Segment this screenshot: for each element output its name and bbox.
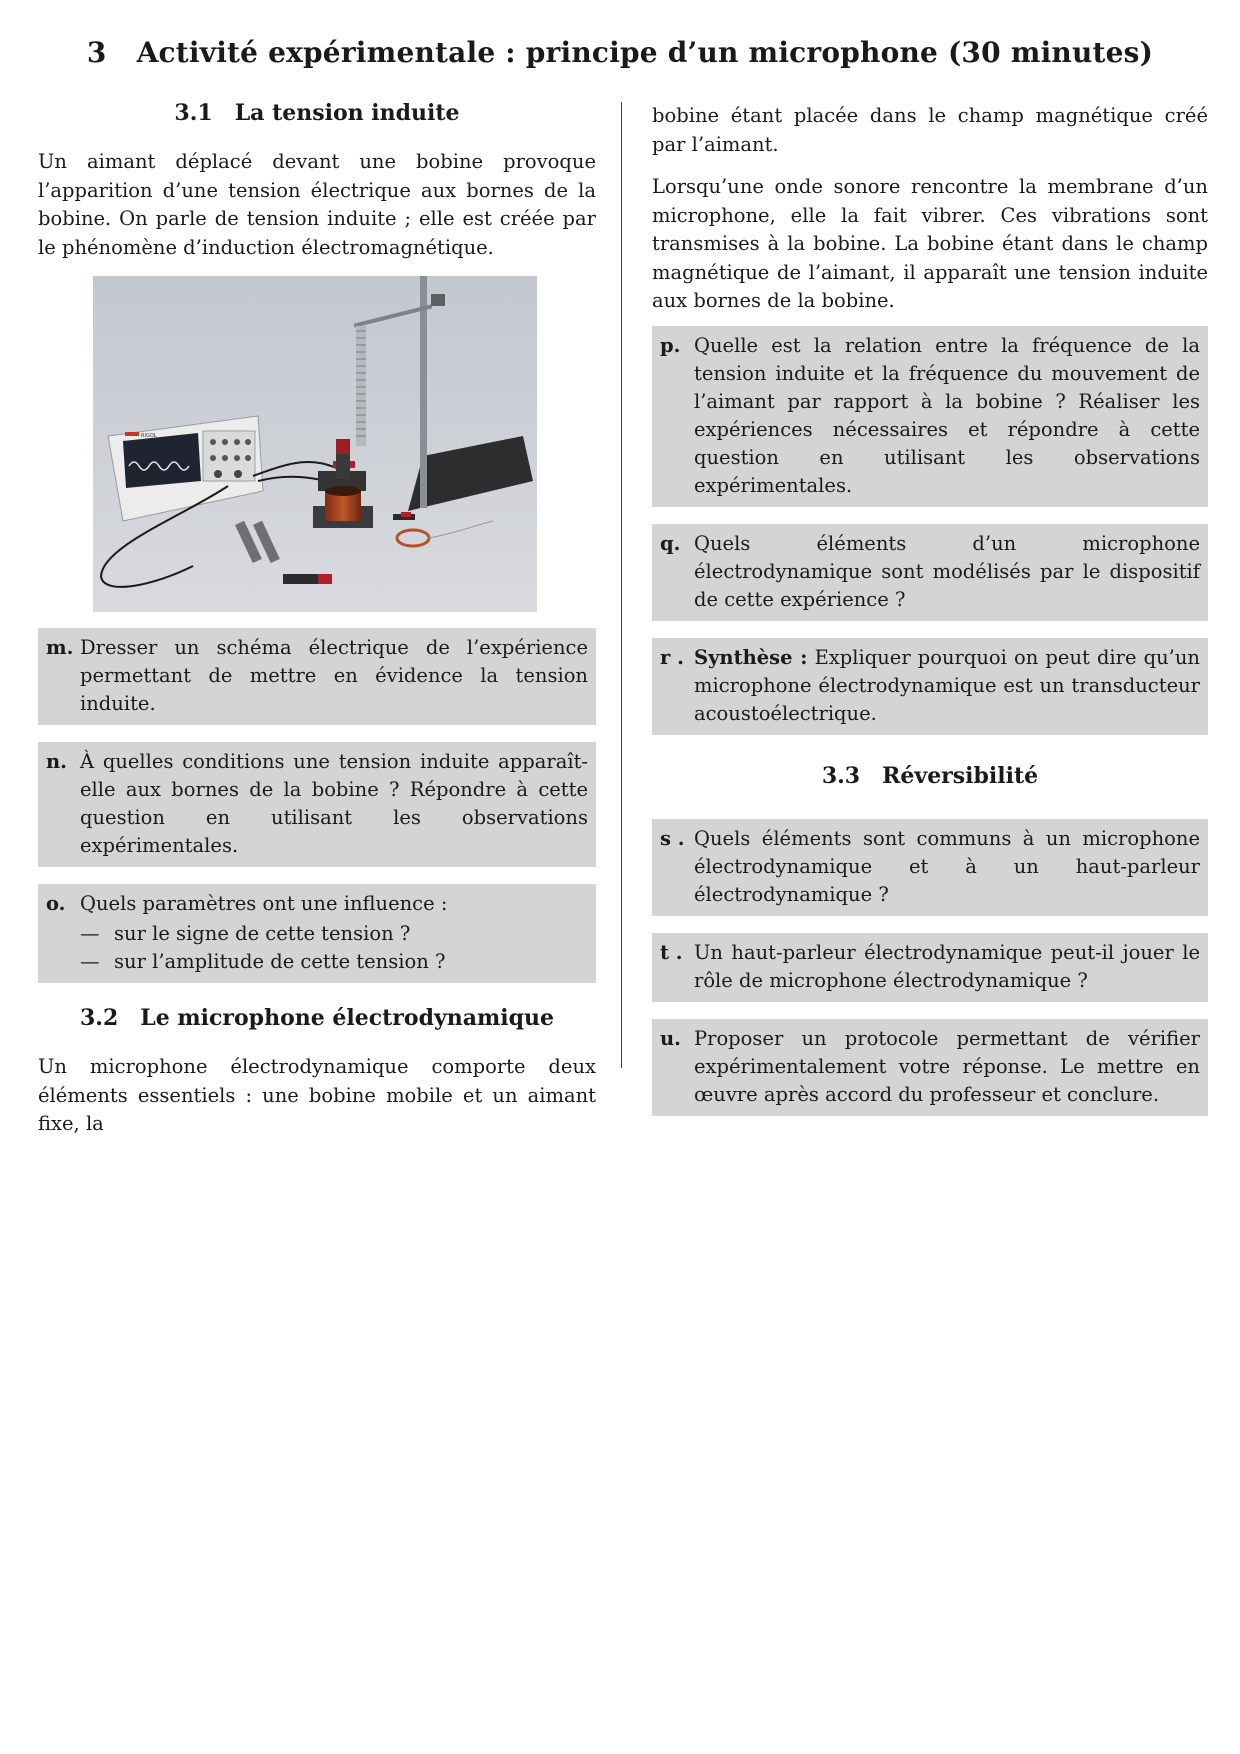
question-text: Quels éléments sont communs à un microphone électrodynamique et à un haut-parleur électrodynamique ? <box>694 826 1200 906</box>
question-letter: n. <box>46 750 67 773</box>
question-text: Quels éléments d’un microphone électrodynamique sont modélisés par le dispositif de cette expérience ? <box>694 531 1200 611</box>
subsection-title: Le microphone électrodynamique <box>140 1005 554 1031</box>
question-text: À quelles conditions une tension induite apparaît-elle aux bornes de la bobine ? Répondre à cette question en utilisant les observations expérimentales. <box>80 750 588 857</box>
list-item <box>80 948 588 976</box>
subsection-heading-3-1 <box>38 100 596 126</box>
subsection-number: 3.1 <box>174 100 213 126</box>
question-text: Quelle est la relation entre la fréquence de la tension induite et la fréquence du mouvement de l’aimant par rapport à la bobine ? Réaliser les expériences nécessaires et répondre à cette question en utilisant les observations expérimentales. <box>694 333 1200 497</box>
question-letter: r . <box>660 645 684 669</box>
question-letter: p. <box>660 333 681 357</box>
question-o-intro: Quels paramètres ont une influence : <box>80 892 448 915</box>
subsection-title: La tension induite <box>234 100 460 126</box>
right-column <box>652 100 1208 1116</box>
question-p <box>652 326 1208 507</box>
subsection-number: 3.3 <box>821 762 861 789</box>
question-letter: u. <box>660 1026 681 1050</box>
list-item <box>80 920 588 948</box>
section-title: Activité expérimentale : principe d’un microphone (30 minutes) <box>136 36 1154 69</box>
synthese-label: Synthèse : <box>694 645 808 669</box>
question-o <box>38 884 596 983</box>
experiment-photo <box>93 276 537 612</box>
subsection-title: Réversibilité <box>882 762 1039 789</box>
synthese-text: Expliquer pourquoi on peut dire qu’un microphone électrodynamique est un transducteur acoustoélectrique. <box>694 645 1200 725</box>
question-text <box>80 890 588 976</box>
section-number: 3 <box>86 36 107 69</box>
question-letter: m. <box>46 636 74 659</box>
question-t <box>652 933 1208 1002</box>
dash-marker: — <box>80 950 100 973</box>
column-divider <box>621 102 622 1068</box>
question-letter: t . <box>660 940 683 964</box>
paragraph-microphone-continued: bobine étant placée dans le champ magnétique créé par l’aimant. <box>652 104 1208 156</box>
paragraph-onde-sonore: Lorsqu’une onde sonore rencontre la membrane d’un microphone, elle la fait vibrer. Ces vibrations sont transmises à la bobine. La bobine étant dans le champ magnétique de l’aimant, il apparaît une tension induite aux bornes de la bobine. <box>652 175 1208 312</box>
question-text: Un haut-parleur électrodynamique peut-il jouer le rôle de microphone électrodynamique ? <box>694 940 1200 992</box>
question-m <box>38 628 596 725</box>
question-s <box>652 819 1208 916</box>
question-text <box>694 644 1200 728</box>
question-u <box>652 1019 1208 1116</box>
question-letter: o. <box>46 892 66 915</box>
question-r <box>652 638 1208 735</box>
subsection-number: 3.2 <box>79 1005 119 1031</box>
question-letter: q. <box>660 531 681 555</box>
paragraph-tension-induite: Un aimant déplacé devant une bobine provoque l’apparition d’une tension électrique aux bornes de la bobine. On parle de tension induite ; elle est créée par le phénomène d’induction électromagnétique. <box>38 150 596 259</box>
page-title <box>0 36 1240 69</box>
question-text: Dresser un schéma électrique de l’expérience permettant de mettre en évidence la tension induite. <box>80 636 588 715</box>
subsection-heading-3-3 <box>652 763 1208 789</box>
dash-marker: — <box>80 922 100 945</box>
list-item-text: sur le signe de cette tension ? <box>114 922 411 945</box>
question-text: Proposer un protocole permettant de vérifier expérimentalement votre réponse. Le mettre en œuvre après accord du professeur et conclure. <box>694 1026 1200 1106</box>
list-item-text: sur l’amplitude de cette tension ? <box>114 950 446 973</box>
paragraph-microphone-intro: Un microphone électrodynamique comporte deux éléments essentiels : une bobine mobile et un aimant fixe, la <box>38 1055 596 1135</box>
question-q <box>652 524 1208 621</box>
question-n <box>38 742 596 867</box>
oscilloscope-brand: RIGOL <box>141 433 157 439</box>
question-letter: s . <box>660 826 685 850</box>
subsection-heading-3-2 <box>38 1005 596 1031</box>
left-column <box>38 100 596 1139</box>
spring <box>356 326 366 446</box>
question-o-list <box>80 920 588 976</box>
